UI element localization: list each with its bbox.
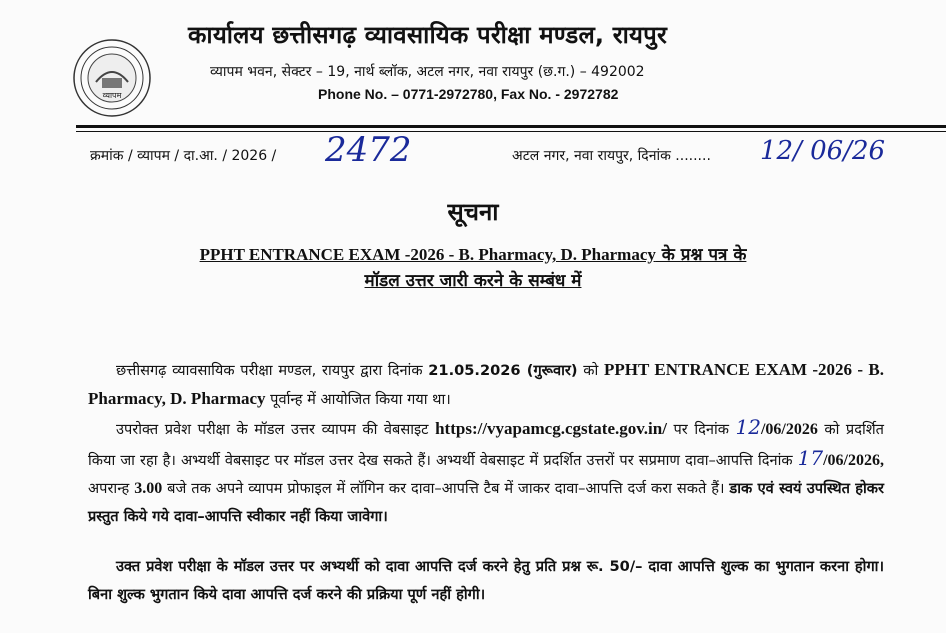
p1-text-b: को (577, 362, 604, 379)
objection-day-handwritten: 17 (797, 446, 824, 470)
header-rule-thin (76, 131, 946, 132)
reference-prefix: क्रमांक / व्यापम / दा.आ. / 2026 / (90, 148, 277, 164)
office-phone-fax: Phone No. – 0771-2972780, Fax No. - 2972782 (318, 86, 619, 102)
header-rule-thick (76, 125, 946, 128)
publish-day-handwritten: 12 (735, 415, 761, 439)
p2-text-d: को प्रदर्शित किया जा रहा है। अभ्यर्थी वेबसाइट पर मॉडल उत्तर देख सकते हैं। अभ्यर्थी वेबसाइट में प्रदर्शित उत्तरों पर सप्रमाण दावा–आपत्ति दिनांक (88, 421, 884, 469)
p1-exam-name: PPHT ENTRANCE EXAM -2026 - B. Pharmacy, D. Pharmacy (88, 360, 884, 408)
notice-subject (60, 242, 886, 294)
exam-date: 21.05.2026 (428, 362, 521, 379)
p2-text-b: पर दिनांक (666, 421, 736, 438)
paragraph-2 (88, 413, 884, 531)
exam-day: (गुरूवार) (520, 362, 578, 379)
subject-line1-rest: के प्रश्न पत्र के (655, 245, 747, 265)
reference-number-handwritten: 2472 (325, 130, 412, 170)
p2-text-a: उपरोक्त प्रवेश परीक्षा के मॉडल उत्तर व्यापम की वेबसाइट (116, 421, 436, 438)
website-link[interactable]: https://vyapamcg.cgstate.gov.in/ (435, 419, 667, 438)
p1-text-c: पूर्वान्ह में आयोजित किया गया था। (265, 391, 451, 408)
notice-date-handwritten: 12/ 06/26 (760, 136, 886, 166)
objection-time: 3.00 (134, 480, 163, 497)
vyapam-logo-seal (72, 38, 152, 118)
subject-exam-name: PPHT ENTRANCE EXAM -2026 - B. Pharmacy, D. Pharmacy (199, 245, 656, 264)
paragraph-3-fee: उक्त प्रवेश परीक्षा के मॉडल उत्तर पर अभ्यर्थी को दावा आपत्ति दर्ज करने हेतु प्रति प्रश्न रू. 50/– दावा आपत्ति शुल्क का भुगतान करना होगा। बिना शुल्क भुगतान किये दावा आपत्ति दर्ज करने की प्रक्रिया पूर्ण नहीं होगी। (88, 558, 884, 603)
office-address: व्यापम भवन, सेक्टर – 19, नार्थ ब्लॉक, अटल नगर, नवा रायपुर (छ.ग.) – 492002 (210, 64, 645, 80)
subject-line2: मॉडल उत्तर जारी करने के सम्बंध में (364, 271, 582, 291)
postal-objection-note: डाक एवं स्वयं उपस्थित होकर प्रस्तुत किये गये दावा–आपत्ति स्वीकार नहीं किया जावेगा। (88, 480, 884, 525)
p2-text-f: अपरान्ह (88, 480, 135, 497)
notice-heading: सूचना (447, 198, 499, 226)
publish-month-year: /06/2026 (760, 421, 818, 438)
p2-text-g: बजे तक अपने व्यापम प्रोफाइल में लॉगिन कर दावा–आपत्ति टैब में जाकर दावा–आपत्ति दर्ज करा सकते हैं। (162, 480, 730, 497)
place-date-label: अटल नगर, नवा रायपुर, दिनांक ........ (512, 148, 711, 164)
paragraph-1 (88, 356, 884, 414)
objection-month-year: /06/2026, (823, 452, 884, 469)
office-title: कार्यालय छत्तीसगढ़ व्यावसायिक परीक्षा मण्डल, रायपुर (188, 21, 667, 49)
logo-text: व्यापम (102, 91, 122, 100)
p1-text-a: छत्तीसगढ़ व्यावसायिक परीक्षा मण्डल, रायपुर द्वारा दिनांक (116, 362, 429, 379)
